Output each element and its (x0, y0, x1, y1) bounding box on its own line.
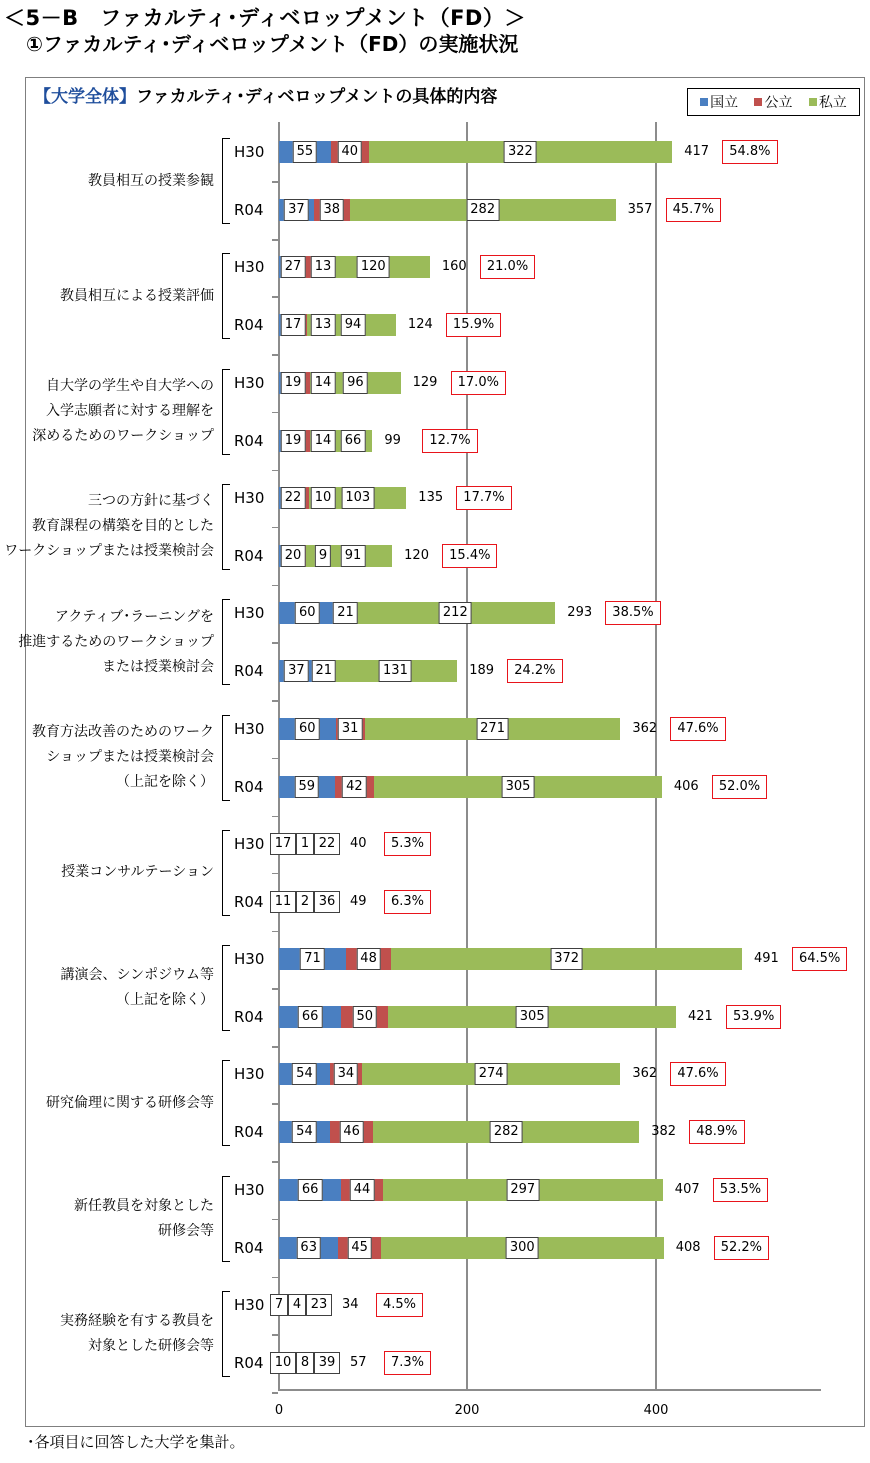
total-label: 99 (384, 432, 401, 448)
data-label: 36 (314, 891, 340, 913)
square-icon (754, 98, 762, 106)
group-bracket (222, 138, 230, 224)
data-label: 322 (504, 141, 537, 163)
group-bracket (222, 830, 230, 916)
y-tick (272, 470, 278, 472)
year-label: R04 (234, 201, 264, 219)
data-label: 37 (284, 660, 309, 682)
chart-title-text: ファカルティ･ディベロップメントの具体的内容 (136, 87, 498, 107)
percentage-label: 4.5% (376, 1293, 423, 1317)
total-label: 49 (350, 893, 367, 909)
page-title: ＜5－B ファカルティ･ディベロップメント（FD）＞ (4, 6, 526, 30)
y-tick (272, 873, 278, 875)
data-label: 60 (295, 718, 320, 740)
legend-item-national: 国立 (700, 92, 738, 112)
total-label: 189 (469, 663, 495, 679)
total-label: 382 (651, 1124, 677, 1140)
data-label: 39 (314, 1352, 340, 1374)
data-label: 22 (314, 833, 340, 855)
data-label: 103 (341, 487, 374, 509)
year-label: R04 (234, 316, 264, 335)
data-label: 212 (439, 602, 472, 624)
percentage-label: 47.6% (670, 717, 725, 741)
y-tick (272, 758, 278, 760)
data-label: 274 (475, 1063, 508, 1085)
y-tick (272, 412, 278, 414)
data-label: 55 (293, 141, 318, 163)
category-label: アクティブ･ラーニングを 推進するためのワークショップ または授業検討会 (18, 608, 214, 675)
year-label: R04 (234, 777, 264, 796)
y-tick (272, 181, 278, 183)
total-label: 406 (673, 778, 699, 794)
total-label: 34 (342, 1297, 359, 1312)
data-label: 131 (379, 660, 412, 682)
year-label: H30 (234, 373, 265, 392)
year-label: R04 (234, 1008, 264, 1027)
data-label: 2 (296, 891, 314, 913)
data-label: 21 (333, 602, 358, 624)
data-label: 282 (466, 199, 499, 221)
percentage-label: 24.2% (507, 659, 562, 683)
total-label: 357 (627, 202, 653, 217)
square-icon (700, 98, 708, 106)
year-label: H30 (234, 1296, 265, 1314)
data-label: 34 (334, 1063, 359, 1085)
category-label: 三つの方針に基づく 教育課程の構築を目的とした ワークショップまたは授業検討会 (4, 493, 214, 560)
data-label: 7 (270, 1294, 288, 1316)
y-tick (272, 1103, 278, 1105)
total-label: 407 (674, 1181, 700, 1197)
percentage-label: 12.7% (422, 429, 477, 453)
year-label: R04 (234, 546, 264, 565)
data-label: 94 (341, 314, 366, 336)
year-label: H30 (234, 143, 265, 161)
data-label: 4 (288, 1294, 306, 1316)
y-tick (272, 1161, 278, 1163)
percentage-label: 21.0% (480, 255, 535, 279)
y-tick (272, 296, 278, 298)
data-label: 14 (311, 430, 336, 452)
percentage-label: 38.5% (605, 601, 660, 625)
y-tick (272, 1219, 278, 1221)
percentage-label: 5.3% (384, 832, 431, 856)
total-label: 124 (407, 317, 433, 333)
total-label: 135 (418, 489, 444, 505)
percentage-label: 54.8% (722, 140, 777, 164)
data-label: 37 (284, 199, 309, 221)
percentage-label: 6.3% (384, 890, 431, 914)
category-label: 講演会、シンポジウム等 （上記を除く） (60, 967, 214, 1009)
year-label: R04 (234, 1238, 264, 1257)
percentage-label: 53.5% (713, 1178, 768, 1202)
y-tick (272, 988, 278, 990)
y-tick (272, 1046, 278, 1048)
data-label: 17 (270, 833, 296, 855)
total-label: 491 (754, 951, 779, 967)
data-label: 13 (311, 314, 336, 336)
chart-title-highlight: 【大学全体】 (34, 87, 136, 107)
data-label: 27 (281, 256, 306, 278)
data-label: 96 (343, 372, 368, 394)
year-label: H30 (234, 488, 265, 507)
data-label: 13 (311, 256, 336, 278)
x-tick-200: 200 (454, 1403, 480, 1418)
percentage-label: 53.9% (726, 1005, 781, 1029)
data-label: 31 (338, 718, 363, 740)
group-bracket (222, 1060, 230, 1146)
x-tick-400: 400 (643, 1403, 669, 1418)
category-label: 新任教員を対象とした 研修会等 (74, 1197, 214, 1239)
year-label: R04 (234, 1123, 264, 1142)
total-label: 120 (404, 547, 429, 563)
percentage-label: 52.0% (712, 775, 767, 799)
x-tick-0: 0 (274, 1403, 284, 1418)
data-label: 305 (516, 1006, 549, 1028)
year-label: R04 (234, 431, 264, 450)
data-label: 48 (356, 948, 381, 970)
percentage-label: 15.9% (446, 313, 501, 337)
year-label: R04 (234, 662, 264, 681)
percentage-label: 17.0% (451, 371, 506, 395)
y-tick (272, 239, 278, 241)
total-label: 40 (350, 835, 367, 851)
percentage-label: 45.7% (666, 198, 721, 222)
legend-item-private: 私立 (809, 92, 847, 112)
y-tick (272, 931, 278, 933)
category-label: 自大学の学生や自大学への 入学志願者に対する理解を 深めるためのワークショップ (32, 378, 214, 445)
y-tick (272, 816, 278, 818)
y-tick (272, 1392, 278, 1394)
data-label: 22 (281, 487, 306, 509)
year-label: H30 (234, 950, 265, 969)
y-tick (272, 1277, 278, 1279)
percentage-label: 47.6% (670, 1062, 725, 1086)
year-label: H30 (234, 1180, 265, 1199)
category-label: 研究倫理に関する研修会等 (46, 1094, 214, 1111)
data-label: 282 (490, 1121, 523, 1143)
year-label: R04 (234, 1354, 264, 1372)
data-label: 120 (357, 256, 390, 278)
total-label: 362 (632, 1066, 658, 1082)
percentage-label: 7.3% (384, 1351, 431, 1375)
page-subtitle: ①ファカルティ･ディベロップメント（FD）の実施状況 (26, 32, 519, 56)
data-label: 20 (281, 545, 306, 567)
data-label: 305 (502, 776, 535, 798)
category-label: 教育方法改善のためのワーク ショップまたは授業検討会 （上記を除く） (32, 724, 214, 790)
total-label: 408 (675, 1239, 701, 1255)
category-label: 実務経験を有する教員を 対象とした研修会等 (60, 1313, 214, 1354)
data-label: 21 (312, 660, 337, 682)
data-label: 297 (506, 1179, 539, 1201)
data-label: 38 (320, 199, 345, 221)
group-bracket (222, 253, 230, 339)
percentage-label: 48.9% (689, 1120, 744, 1144)
year-label: H30 (234, 834, 265, 853)
data-label: 54 (292, 1063, 317, 1085)
total-label: 57 (350, 1355, 367, 1370)
group-bracket (222, 484, 230, 570)
category-label: 教員相互の授業参観 (88, 172, 214, 189)
data-label: 40 (337, 141, 362, 163)
y-tick (272, 585, 278, 587)
legend (687, 88, 860, 116)
data-label: 44 (350, 1179, 375, 1201)
group-bracket (222, 369, 230, 455)
data-label: 8 (296, 1352, 314, 1374)
year-label: H30 (234, 604, 265, 623)
data-label: 10 (311, 487, 336, 509)
percentage-label: 64.5% (792, 947, 847, 971)
total-label: 293 (567, 605, 593, 621)
data-label: 91 (341, 545, 366, 567)
group-bracket (222, 599, 230, 685)
y-tick (272, 527, 278, 529)
group-bracket (222, 715, 230, 801)
data-label: 71 (300, 948, 325, 970)
category-label: 授業コンサルテーション (61, 864, 214, 881)
data-label: 59 (295, 776, 320, 798)
data-label: 42 (342, 776, 367, 798)
data-label: 54 (292, 1121, 317, 1143)
chart-title (34, 82, 497, 107)
data-label: 300 (506, 1237, 539, 1259)
percentage-label: 17.7% (456, 486, 511, 510)
data-label: 19 (281, 372, 306, 394)
total-label: 417 (684, 144, 710, 159)
data-label: 17 (281, 314, 306, 336)
total-label: 421 (688, 1009, 713, 1025)
data-label: 14 (311, 372, 336, 394)
year-label: H30 (234, 1065, 265, 1084)
data-label: 45 (347, 1237, 372, 1259)
percentage-label: 52.2% (714, 1236, 769, 1260)
footnote: ･各項目に回答した大学を集計。 (27, 1433, 245, 1451)
square-icon (809, 98, 817, 106)
data-label: 19 (281, 430, 306, 452)
group-bracket (222, 1176, 230, 1262)
data-label: 66 (298, 1006, 323, 1028)
data-label: 1 (296, 833, 314, 855)
total-label: 160 (441, 259, 467, 275)
total-label: 129 (412, 374, 438, 390)
percentage-label: 15.4% (442, 544, 497, 568)
data-label: 11 (270, 891, 296, 913)
data-label: 9 (315, 545, 331, 567)
y-tick (272, 1334, 278, 1336)
data-label: 23 (306, 1294, 332, 1316)
total-label: 362 (632, 720, 658, 736)
legend-item-public: 公立 (754, 92, 792, 112)
data-label: 271 (476, 718, 509, 740)
data-label: 46 (339, 1121, 364, 1143)
year-label: H30 (234, 719, 265, 738)
x-axis (278, 1389, 821, 1391)
y-tick (272, 642, 278, 644)
year-label: H30 (234, 258, 265, 277)
data-label: 66 (341, 430, 366, 452)
year-label: R04 (234, 892, 264, 911)
group-bracket (222, 1291, 230, 1377)
y-tick (272, 700, 278, 702)
y-tick (272, 354, 278, 356)
data-label: 66 (298, 1179, 323, 1201)
data-label: 63 (296, 1237, 321, 1259)
data-label: 60 (295, 602, 320, 624)
category-label: 教員相互による授業評価 (60, 287, 214, 304)
data-label: 10 (270, 1352, 296, 1374)
group-bracket (222, 945, 230, 1031)
data-label: 372 (550, 948, 583, 970)
data-label: 50 (353, 1006, 378, 1028)
